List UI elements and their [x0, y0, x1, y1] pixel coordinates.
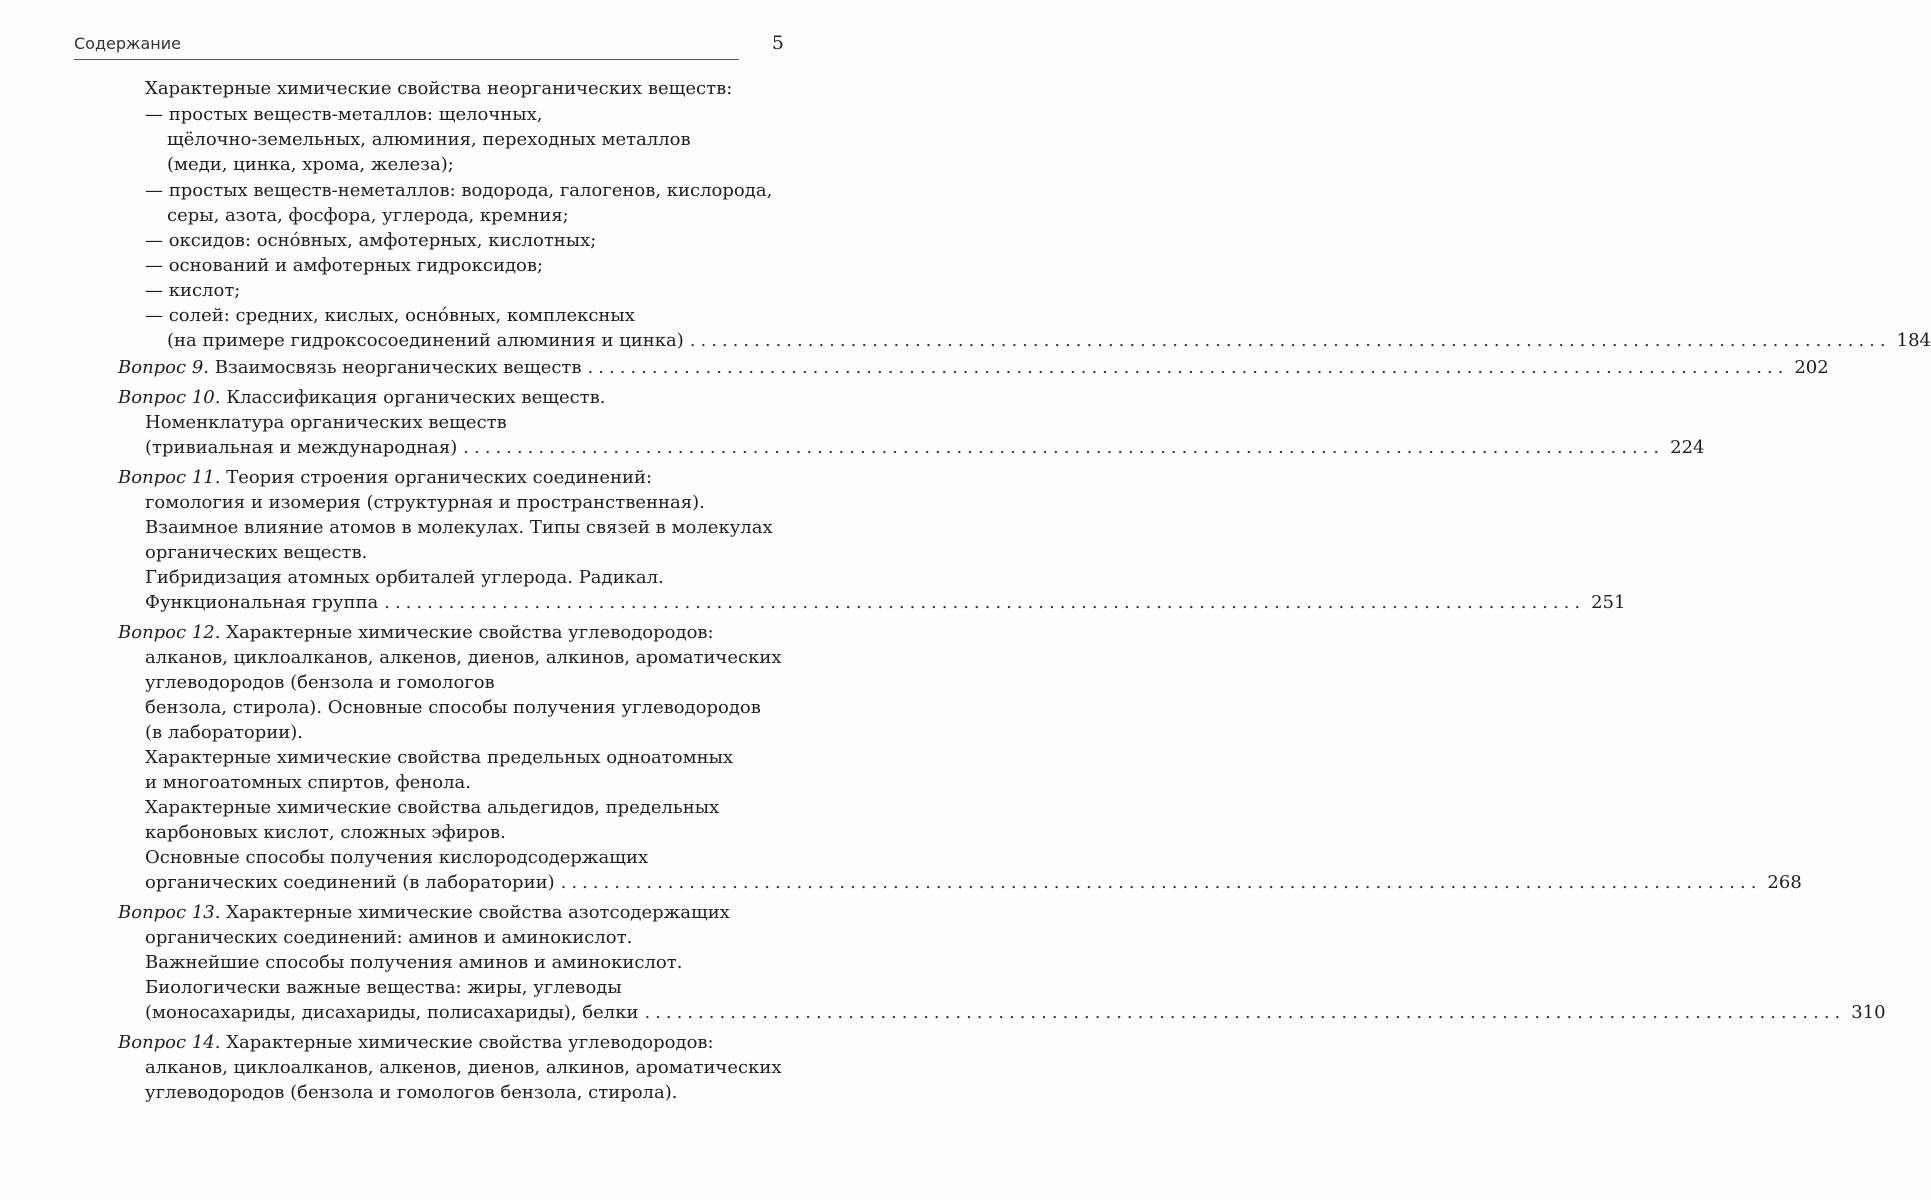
toc-line: углеводородов (бензола и гомологов бензола, стирола). — [145, 1082, 678, 1103]
toc-title: Характерные химические свойства азотсодержащих — [226, 902, 730, 923]
dot-leader: ................................................................................................................ — [644, 1002, 1846, 1023]
toc-line: углеводородов (бензола и гомологов — [145, 672, 495, 693]
toc-line: щёлочно-земельных, алюминия, переходных металлов — [167, 129, 691, 150]
toc-page-number: 202 — [1794, 357, 1829, 378]
toc-line: Основные способы получения кислородсодержащих — [145, 847, 649, 868]
toc-line: — простых веществ-неметаллов: водорода, галогенов, кислорода, — [145, 180, 773, 201]
dot-leader: ................................................................................................................ — [689, 330, 1891, 351]
toc-line — [118, 1030, 714, 1056]
toc-title: Характерные химические свойства углеводородов: — [226, 622, 714, 643]
toc-line: карбоновых кислот, сложных эфиров. — [145, 822, 506, 843]
toc-title: Характерные химические свойства углеводородов: — [226, 1032, 714, 1053]
toc-line: (на примере гидроксосоединений алюминия и цинка) — [167, 330, 684, 351]
toc-entry-link[interactable] — [145, 1000, 1886, 1026]
toc-line: (тривиальная и международная) — [145, 437, 458, 458]
running-head-title: Содержание — [74, 34, 181, 53]
toc-line: Номенклатура органических веществ — [145, 412, 507, 433]
toc-line — [118, 620, 714, 646]
toc-page-number: 224 — [1670, 437, 1705, 458]
page-number: 5 — [771, 32, 784, 54]
question-label: Вопрос 14. — [118, 1032, 221, 1053]
dot-leader: ................................................................................................................ — [560, 872, 1762, 893]
toc-entry-link[interactable] — [145, 590, 1626, 616]
toc-line — [118, 465, 652, 491]
toc-line: Гибридизация атомных орбиталей углерода. Радикал. — [145, 567, 664, 588]
toc-entry-link[interactable] — [167, 328, 1931, 354]
toc-line — [118, 385, 606, 411]
toc-line: алканов, циклоалканов, алкенов, диенов, алкинов, ароматических — [145, 1057, 782, 1078]
toc-line — [118, 355, 582, 381]
toc-line: органических веществ. — [145, 542, 368, 563]
toc-title: Взаимосвязь неорганических веществ — [214, 357, 582, 378]
toc-line: органических соединений: аминов и аминокислот. — [145, 927, 633, 948]
toc-page-number: 251 — [1591, 592, 1626, 613]
toc-line: (моносахариды, дисахариды, полисахариды), белки — [145, 1002, 639, 1023]
toc-page-number: 310 — [1851, 1002, 1886, 1023]
question-label: Вопрос 12. — [118, 622, 221, 643]
toc-page-number: 184 — [1896, 330, 1931, 351]
toc-line: Характерные химические свойства предельных одноатомных — [145, 747, 734, 768]
toc-line: и многоатомных спиртов, фенола. — [145, 772, 471, 793]
toc-line: Функциональная группа — [145, 592, 379, 613]
toc-line: Характерные химические свойства альдегидов, предельных — [145, 797, 720, 818]
toc-line: — кислот; — [145, 280, 241, 301]
toc-line: серы, азота, фосфора, углерода, кремния; — [167, 205, 569, 226]
toc-line: (в лаборатории). — [145, 722, 304, 743]
toc-line: — солей: средних, кислых, осно́вных, комплексных — [145, 305, 635, 326]
toc-line: алканов, циклоалканов, алкенов, диенов, алкинов, ароматических — [145, 647, 782, 668]
toc-line: гомология и изомерия (структурная и пространственная). — [145, 492, 705, 513]
toc-line: Биологически важные вещества: жиры, углеводы — [145, 977, 622, 998]
toc-entry-link[interactable] — [118, 355, 1829, 381]
toc-line: — оснований и амфотерных гидроксидов; — [145, 255, 544, 276]
toc-entry-link[interactable] — [145, 870, 1802, 896]
toc-line: органических соединений (в лаборатории) — [145, 872, 555, 893]
question-label: Вопрос 9. — [118, 357, 209, 378]
question-label: Вопрос 11. — [118, 467, 221, 488]
toc-line: Характерные химические свойства неорганических веществ: — [145, 78, 733, 99]
dot-leader: ................................................................................................................ — [463, 437, 1665, 458]
toc-line: — простых веществ-металлов: щелочных, — [145, 104, 543, 125]
page-header — [74, 30, 790, 64]
toc-entry-link[interactable] — [145, 435, 1705, 461]
toc-line — [118, 900, 730, 926]
toc-line: Взаимное влияние атомов в молекулах. Типы связей в молекулах — [145, 517, 773, 538]
question-label: Вопрос 13. — [118, 902, 221, 923]
dot-leader: ................................................................................................................ — [384, 592, 1586, 613]
toc-line: Важнейшие способы получения аминов и аминокислот. — [145, 952, 683, 973]
toc-line: бензола, стирола). Основные способы получения углеводородов — [145, 697, 761, 718]
toc-line: (меди, цинка, хрома, железа); — [167, 154, 454, 175]
dot-leader: ................................................................................................................ — [587, 357, 1789, 378]
question-label: Вопрос 10. — [118, 387, 221, 408]
toc-title: Классификация органических веществ. — [226, 387, 606, 408]
toc-page-number: 268 — [1767, 872, 1802, 893]
header-rule — [74, 59, 739, 60]
toc-line: — оксидов: осно́вных, амфотерных, кислотных; — [145, 230, 597, 251]
toc-title: Теория строения органических соединений: — [226, 467, 653, 488]
